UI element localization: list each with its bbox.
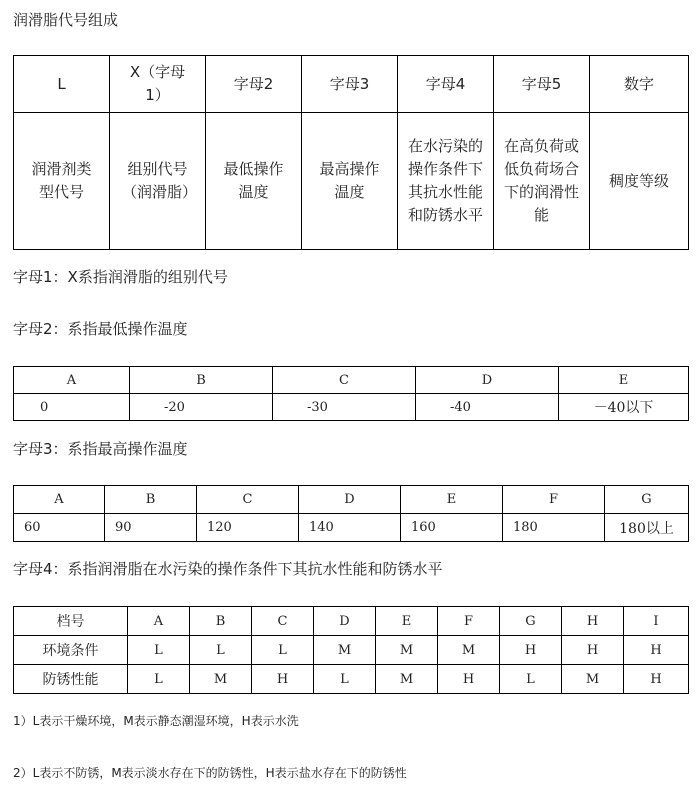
- table4-cell: H: [624, 665, 689, 694]
- max-temp-table: [13, 485, 689, 542]
- table4-row-label: 环境条件: [14, 636, 128, 665]
- table2-header-cell: D: [416, 367, 559, 394]
- table3-cell: 160: [401, 514, 503, 542]
- table4-cell: H: [252, 665, 314, 694]
- table4-cell: L: [500, 665, 562, 694]
- table4-cell: H: [438, 665, 500, 694]
- table4-cell: M: [376, 636, 438, 665]
- table1-header-cell: L: [14, 56, 110, 113]
- table4-rust-row: [14, 665, 689, 694]
- table4-header-cell: G: [500, 607, 562, 636]
- table4-header-cell: F: [438, 607, 500, 636]
- table3-header-cell: G: [605, 486, 689, 514]
- table3-cell: 90: [105, 514, 197, 542]
- table3-header-cell: D: [299, 486, 401, 514]
- table4-environment-row: [14, 636, 689, 665]
- table1-header-row: [14, 56, 689, 113]
- letter2-description: 字母2：系指最低操作温度: [13, 320, 188, 338]
- table3-header-cell: B: [105, 486, 197, 514]
- min-temp-table: [13, 366, 689, 421]
- table4-header-cell: D: [314, 607, 376, 636]
- table4-header-cell: B: [190, 607, 252, 636]
- table4-header-row: [14, 607, 689, 636]
- table1-cell: 组别代号（润滑脂）: [110, 113, 206, 250]
- table3-cell: 60: [14, 514, 105, 542]
- table2-value-row: [14, 394, 689, 421]
- table1-cell: 稠度等级: [590, 113, 689, 250]
- table4-cell: M: [190, 665, 252, 694]
- table3-header-row: [14, 486, 689, 514]
- table2-header-cell: B: [130, 367, 273, 394]
- table2-header-cell: C: [273, 367, 416, 394]
- grease-code-table: [13, 55, 689, 250]
- table4-cell: H: [500, 636, 562, 665]
- table4-cell: M: [376, 665, 438, 694]
- letter4-description: 字母4：系指润滑脂在水污染的操作条件下其抗水性能和防锈水平: [13, 560, 443, 578]
- table4-header-cell: C: [252, 607, 314, 636]
- table2-cell: －40以下: [559, 394, 689, 421]
- table3-header-cell: E: [401, 486, 503, 514]
- table3-cell: 140: [299, 514, 401, 542]
- table2-cell: -30: [273, 394, 416, 421]
- table4-cell: L: [190, 636, 252, 665]
- letter1-description: 字母1：X系指润滑脂的组别代号: [13, 268, 228, 286]
- table4-header-label: 档号: [14, 607, 128, 636]
- table4-cell: H: [624, 636, 689, 665]
- table4-cell: M: [438, 636, 500, 665]
- table1-cell: 最高操作温度: [302, 113, 398, 250]
- page-title: 润滑脂代号组成: [13, 11, 119, 29]
- table4-header-cell: I: [624, 607, 689, 636]
- table3-value-row: [14, 514, 689, 542]
- table4-header-cell: E: [376, 607, 438, 636]
- table3-header-cell: C: [197, 486, 299, 514]
- table2-header-cell: A: [14, 367, 130, 394]
- table1-cell: 润滑剂类型代号: [14, 113, 110, 250]
- note-environment: 1）L表示干燥环境，M表示静态潮湿环境，H表示水洗: [13, 714, 299, 728]
- table4-header-cell: A: [128, 607, 190, 636]
- table1-header-cell: 字母5: [494, 56, 590, 113]
- table3-header-cell: F: [503, 486, 605, 514]
- table4-cell: L: [128, 665, 190, 694]
- table4-row-label: 防锈性能: [14, 665, 128, 694]
- table1-header-cell: 数字: [590, 56, 689, 113]
- table2-cell: -20: [130, 394, 273, 421]
- table1-cell: 最低操作温度: [206, 113, 302, 250]
- table3-cell: 180: [503, 514, 605, 542]
- table2-header-cell: E: [559, 367, 689, 394]
- table4-cell: L: [128, 636, 190, 665]
- table4-cell: M: [562, 665, 624, 694]
- table4-cell: L: [252, 636, 314, 665]
- table2-cell: 0: [14, 394, 130, 421]
- table2-cell: -40: [416, 394, 559, 421]
- table4-header-cell: H: [562, 607, 624, 636]
- water-rust-table: [13, 606, 689, 694]
- table1-cell: 在水污染的操作条件下其抗水性能和防锈水平: [398, 113, 494, 250]
- table1-header-cell: 字母4: [398, 56, 494, 113]
- table2-header-row: [14, 367, 689, 394]
- table4-cell: L: [314, 665, 376, 694]
- table1-header-cell: 字母3: [302, 56, 398, 113]
- table3-cell: 120: [197, 514, 299, 542]
- table1-cell: 在高负荷或低负荷场合下的润滑性能: [494, 113, 590, 250]
- table1-header-cell: 字母2: [206, 56, 302, 113]
- letter3-description: 字母3：系指最高操作温度: [13, 440, 188, 458]
- table1-header-cell: X（字母1）: [110, 56, 206, 113]
- table4-cell: H: [562, 636, 624, 665]
- table4-cell: M: [314, 636, 376, 665]
- table3-cell: 180以上: [605, 514, 689, 542]
- table1-data-row: [14, 113, 689, 250]
- table3-header-cell: A: [14, 486, 105, 514]
- note-rust: 2）L表示不防锈，M表示淡水存在下的防锈性，H表示盐水存在下的防锈性: [13, 766, 407, 780]
